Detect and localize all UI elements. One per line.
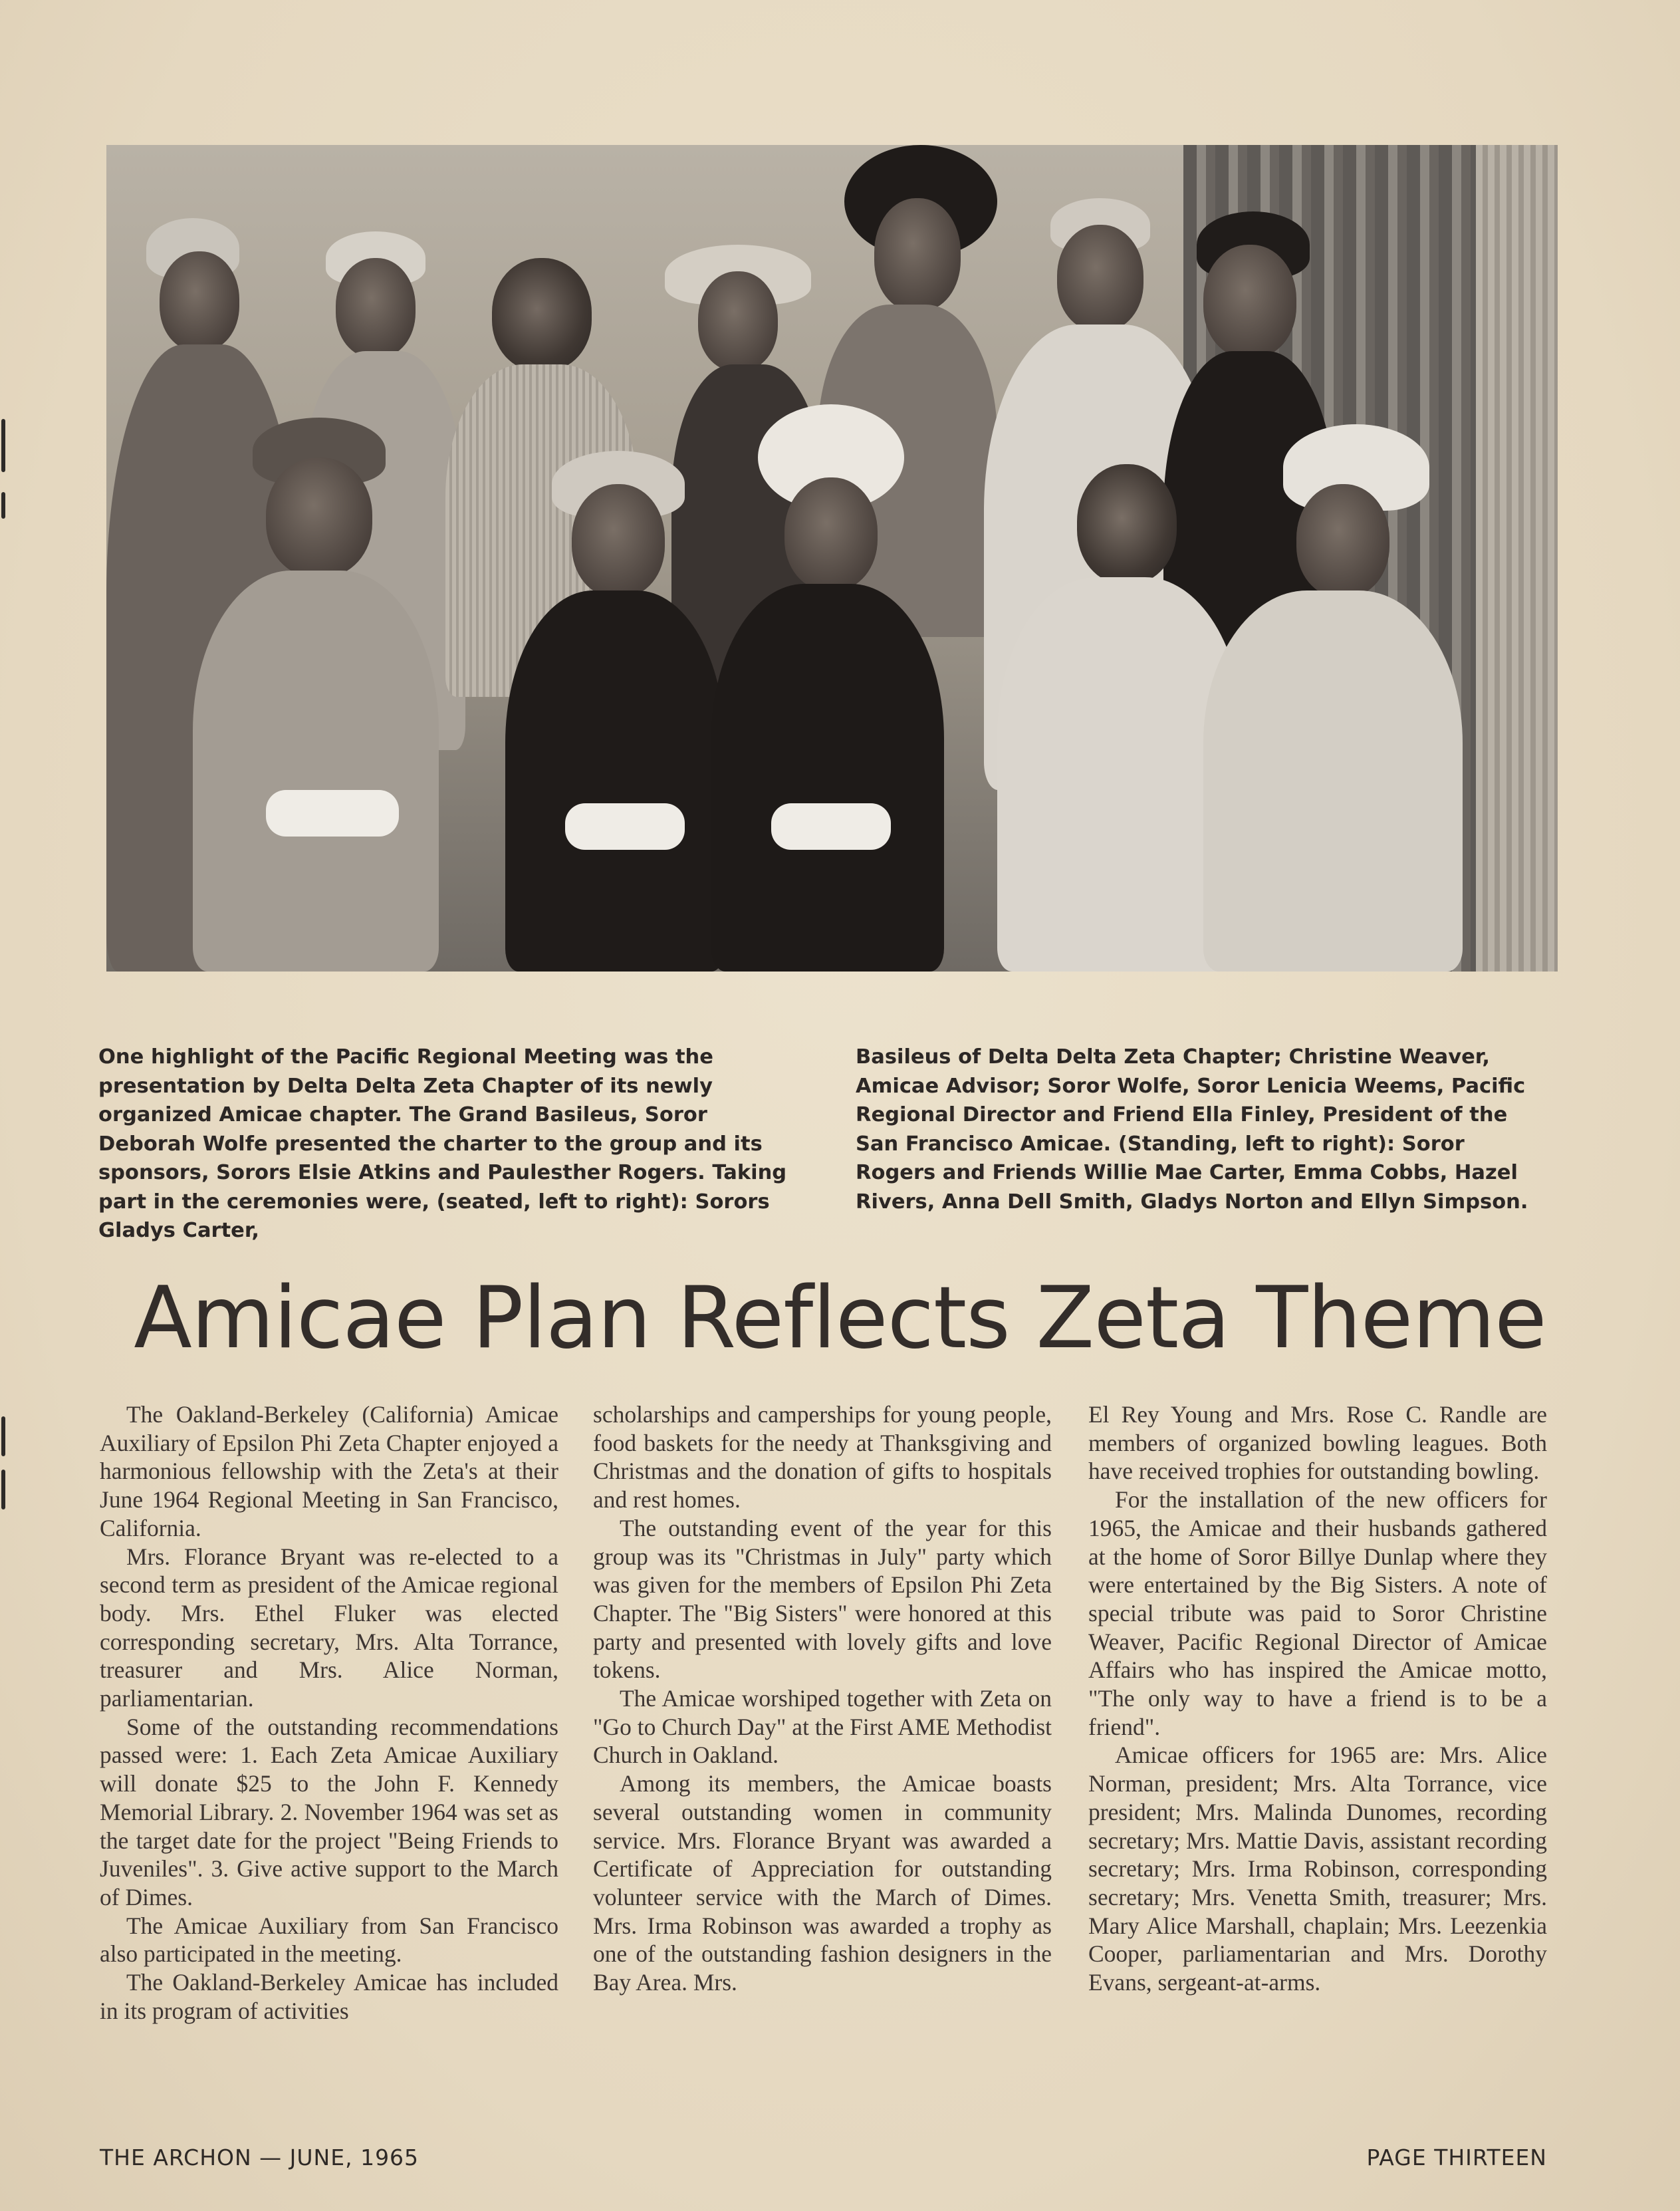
photo-person bbox=[505, 451, 731, 972]
photo-caption-left: One highlight of the Pacific Regional Meeting was the presentation by Delta Delta Zeta Chapter of its newly organized Amicae chapter. The Grand Basileus, Soror Deborah Wolfe presented the charter to the group and its sponsors, Sorors Elsie Atkins and Paulesther Rogers. Taking part in the ceremonies were, (seated, left to right): Sorors Gladys Carter, bbox=[98, 1045, 787, 1242]
article-paragraph: For the installation of the new officers for 1965, the Amicae and their husbands gathered at the home of Soror Billye Dunlap where they were entertained by the Big Sisters. A note of special tribute was paid to Soror Christine Weaver, Pacific Regional Director of Amicae Affairs who has inspired the Amicae motto, "The only way to have a friend is to be a friend". bbox=[1088, 1486, 1547, 1740]
footer-page-number: PAGE THIRTEEN bbox=[1366, 2145, 1547, 2170]
photo-caption-right: Basileus of Delta Delta Zeta Chapter; Christine Weaver, Amicae Advisor; Soror Wolfe, Soror Lenicia Weems, Pacific Regional Director and Friend Ella Finley, President of the San Francisco Amicae. (Standing, left to right): Soror Rogers and Friends Willie Mae Carter, Emma Cobbs, Hazel Rivers, Anna Dell Smith, Gladys Norton and Ellyn Simpson. bbox=[856, 1045, 1528, 1214]
article-headline: Amicae Plan Reflects Zeta Theme bbox=[134, 1269, 1546, 1368]
article-paragraph: The Oakland-Berkeley (California) Amicae Auxiliary of Epsilon Phi Zeta Chapter enjoyed a harmonious fellowship with the Zeta's at their June 1964 Regional Meeting in San Francisco, California. bbox=[100, 1401, 558, 1541]
footer-publication: THE ARCHON — JUNE, 1965 bbox=[100, 2145, 420, 2170]
photo-person bbox=[193, 418, 445, 972]
article-paragraph: The outstanding event of the year for this group was its "Christmas in July" party which was given for the members of Epsilon Phi Zeta Chapter. The "Big Sisters" were honored at this party and presented with lovely gifts and love tokens. bbox=[593, 1514, 1052, 1684]
binding-mark bbox=[1, 492, 5, 519]
binding-mark bbox=[1, 1470, 5, 1509]
article-paragraph: The Oakland-Berkeley Amicae has included in its program of activities bbox=[100, 1969, 558, 2024]
article-paragraph: Among its members, the Amicae boasts several outstanding women in community service. Mrs. Florance Bryant was awarded a Certificate of Appreciation for outstanding volunteer service with the March of Dimes. Mrs. Irma Robinson was awarded a trophy as one of the outstanding fashion designers in the Bay Area. Mrs. bbox=[593, 1770, 1052, 1996]
article-paragraph: The Amicae worshiped together with Zeta on "Go to Church Day" at the First AME Methodist Church in Oakland. bbox=[593, 1685, 1052, 1769]
article-paragraph: The Amicae Auxiliary from San Francisco also participated in the meeting. bbox=[100, 1912, 558, 1968]
article-paragraph: El Rey Young and Mrs. Rose C. Randle are members of organized bowling leagues. Both have received trophies for outstanding bowling. bbox=[1088, 1401, 1547, 1485]
photo-person bbox=[711, 404, 951, 972]
article-column-3 bbox=[1088, 1400, 1547, 1997]
article-paragraph: Some of the outstanding recommendations passed were: 1. Each Zeta Amicae Auxiliary will donate $25 to the John F. Kennedy Memorial Library. 2. November 1964 was set as the target date for the project "Being Friends to Juveniles". 3. Give active support to the March of Dimes. bbox=[100, 1713, 558, 1910]
photo-wall-panel bbox=[1476, 145, 1558, 972]
article-column-1 bbox=[100, 1400, 558, 2025]
binding-mark bbox=[1, 1416, 5, 1456]
article-column-2 bbox=[593, 1400, 1052, 1997]
article-paragraph: Amicae officers for 1965 are: Mrs. Alice Norman, president; Mrs. Alta Torrance, vice president; Mrs. Malinda Dunomes, recording secretary; Mrs. Mattie Davis, assistant recording secretary; Mrs. Irma Robinson, corresponding secretary; Mrs. Venetta Smith, treasurer; Mrs. Mary Alice Marshall, chaplain; Mrs. Leezenkia Cooper, parliamentarian and Mrs. Dorothy Evans, sergeant-at-arms. bbox=[1088, 1742, 1547, 1996]
binding-mark bbox=[1, 419, 5, 472]
article-paragraph: scholarships and camperships for young people, food baskets for the needy at Thanksgiving and Christmas and the donation of gifts to hospitals and rest homes. bbox=[593, 1401, 1052, 1513]
photo-person bbox=[1203, 424, 1469, 972]
article-paragraph: Mrs. Florance Bryant was re-elected to a second term as president of the Amicae regional body. Mrs. Ethel Fluker was elected corresponding secretary, Mrs. Alta Torrance, treasurer and Mrs. Alice Norman, parliamentarian. bbox=[100, 1543, 558, 1712]
group-photo bbox=[106, 145, 1558, 972]
